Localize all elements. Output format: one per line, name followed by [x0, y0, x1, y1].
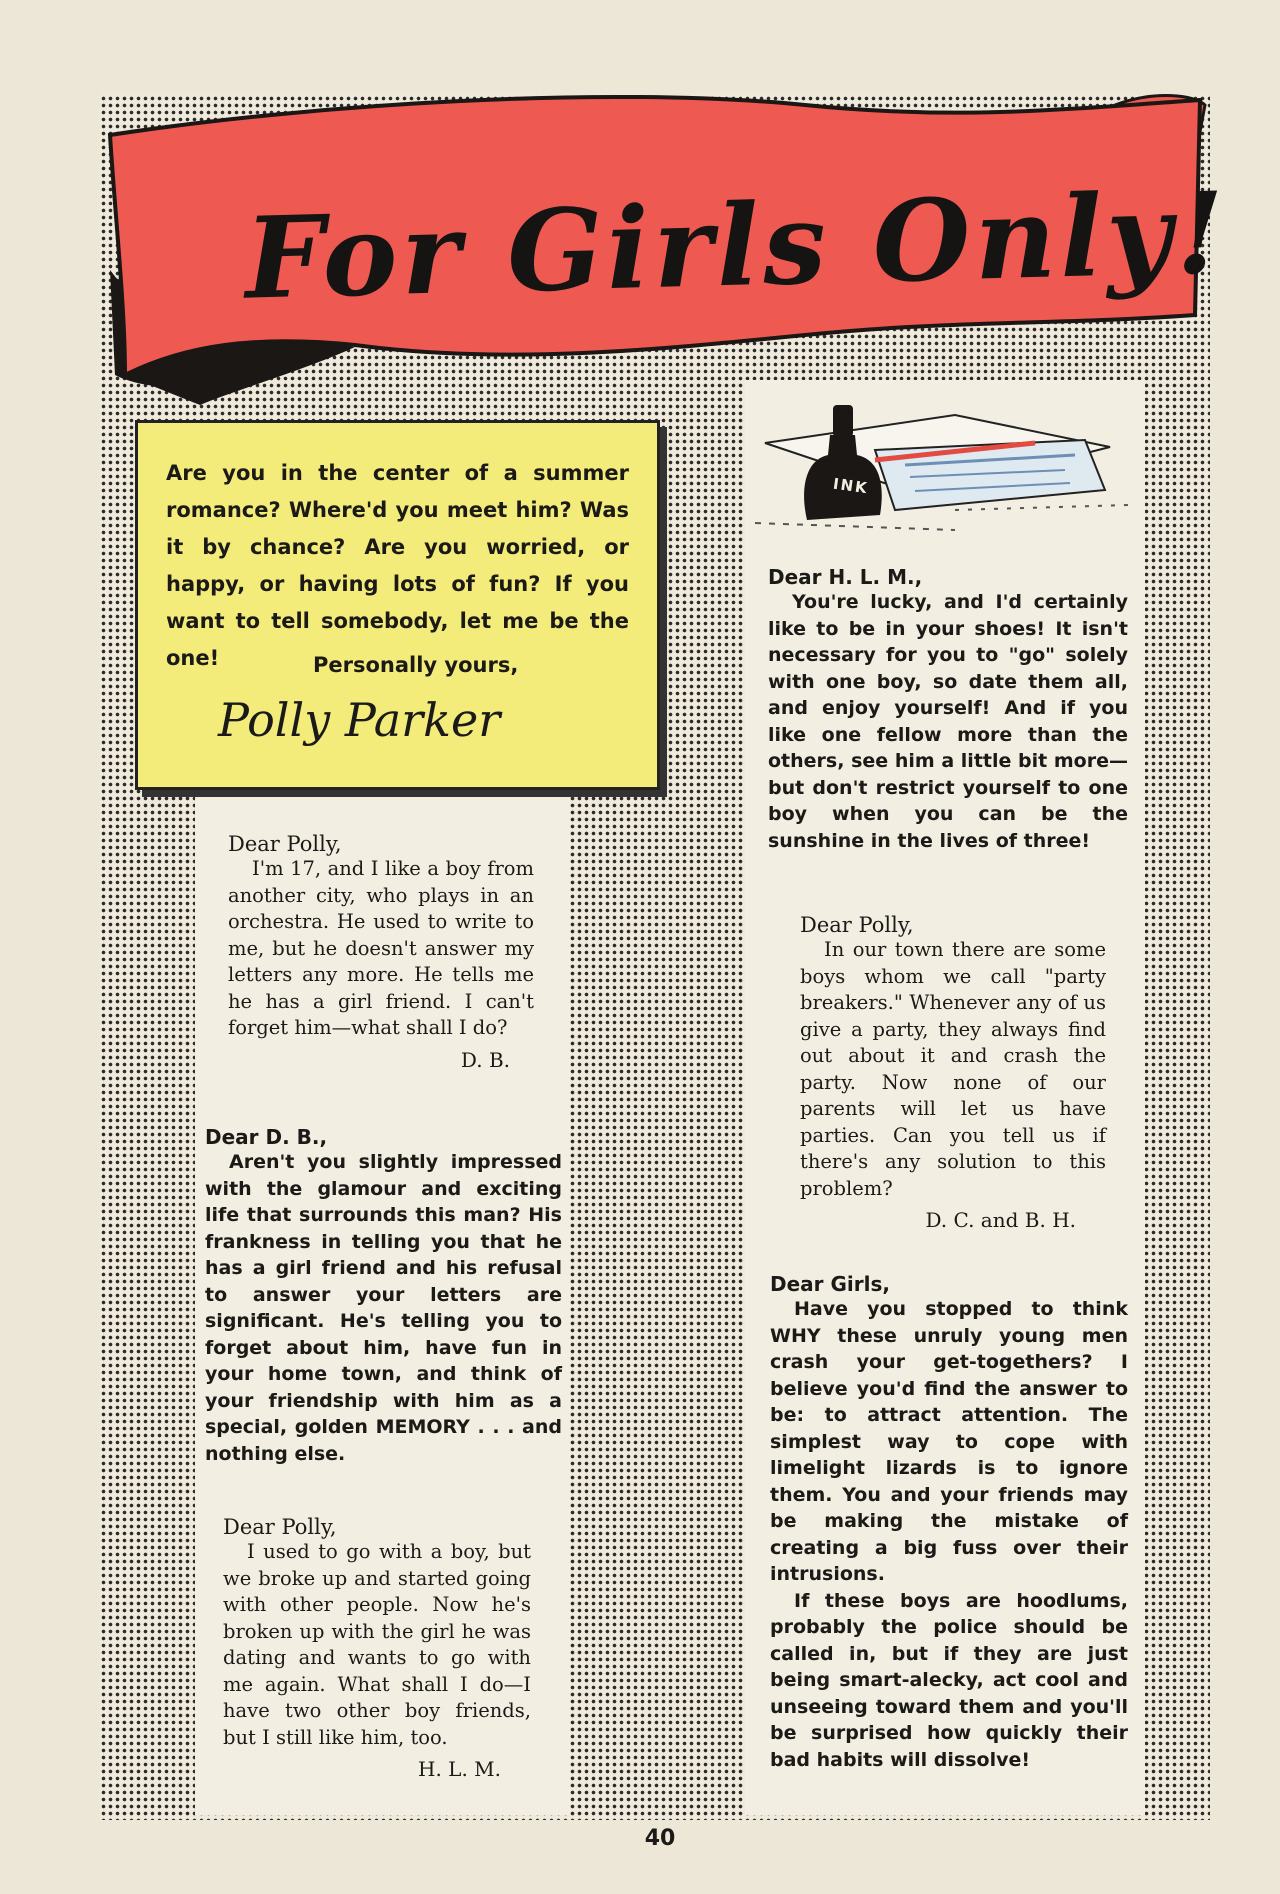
letter-salutation: Dear Polly,	[223, 1515, 337, 1539]
ink-bottle-illustration	[755, 395, 1135, 545]
letter-salutation: Dear Polly,	[228, 832, 342, 856]
title-banner	[105, 85, 1231, 405]
intro-closing: Personally yours,	[313, 653, 519, 677]
intro-text: Are you in the center of a summer romance? Where'd you meet him? Was it by chance? Are you worried, or happy, or having lots of fun? If you want to tell somebody, let me be the one!	[166, 461, 629, 670]
reply-salutation: Dear H. L. M.,	[768, 565, 923, 589]
letter-body: In our town there are some boys whom we call "party breakers." Whenever any of us give a party, they always find out about it and crash the party. Now none of our parents will let us have parties. Can you tell us if there's any solution to this problem?	[800, 938, 1106, 1200]
reply-hlm	[768, 565, 1128, 854]
letter-dc-bh	[800, 913, 1106, 1232]
reply-girls	[770, 1272, 1128, 1773]
reply-salutation: Dear Girls,	[770, 1272, 890, 1296]
page-number: 40	[644, 1826, 676, 1851]
banner-title: For Girls Only!	[243, 167, 1231, 325]
signature: Polly Parker	[218, 693, 501, 747]
letter-salutation: Dear Polly,	[800, 913, 914, 937]
letter-signoff: D. C. and B. H.	[925, 1208, 1076, 1232]
reply-body: Have you stopped to think WHY these unruly young men crash your get-togethers? I believe you'd find the answer to be: to attract attention. The simplest way to cope with limelight lizards is to ignore them. You and your friends may be making the mistake of creating a big fuss over their intrusions.	[770, 1298, 1128, 1585]
ink-letter-icon	[755, 395, 1135, 545]
reply-body-continued: If these boys are hoodlums, probably the police should be called in, but if they are just being smart-alecky, act cool and unseeing toward them and you'll be surprised how quickly their bad habits will dissolve!	[770, 1589, 1128, 1771]
reply-body: Aren't you slightly impressed with the glamour and exciting life that surrounds this man? His frankness in telling you that he has a girl friend and his refusal to answer your letters are significant. He's telling you to forget about him, have fun in your home town, and think of your friendship with him as a special, golden MEMORY . . . and nothing else.	[205, 1151, 562, 1465]
letter-body: I'm 17, and I like a boy from another city, who plays in an orchestra. He used to write to me, but he doesn't answer my letters any more. He tells me he has a girl friend. I can't forget him—what shall I do?	[228, 857, 534, 1039]
letter-hlm	[223, 1515, 531, 1781]
intro-box	[135, 420, 660, 790]
reply-salutation: Dear D. B.,	[205, 1125, 328, 1149]
reply-db	[205, 1125, 562, 1467]
letter-body: I used to go with a boy, but we broke up and started going with other people. Now he's broken up with the girl he was dating and wants to go with me again. What shall I do—I have two other boy friends, but I still like him, too.	[223, 1540, 531, 1749]
letter-db	[228, 832, 534, 1072]
ink-label: INK	[831, 474, 870, 498]
letter-signoff: H. L. M.	[418, 1757, 501, 1781]
letter-signoff: D. B.	[460, 1047, 510, 1072]
reply-body: You're lucky, and I'd certainly like to be in your shoes! It isn't necessary for you to "go" solely with one boy, so date them all, and enjoy yourself! And if you like one fellow more than the others, see him a little bit more—but don't restrict yourself to one boy when you can be the sunshine in the lives of three!	[768, 591, 1128, 852]
